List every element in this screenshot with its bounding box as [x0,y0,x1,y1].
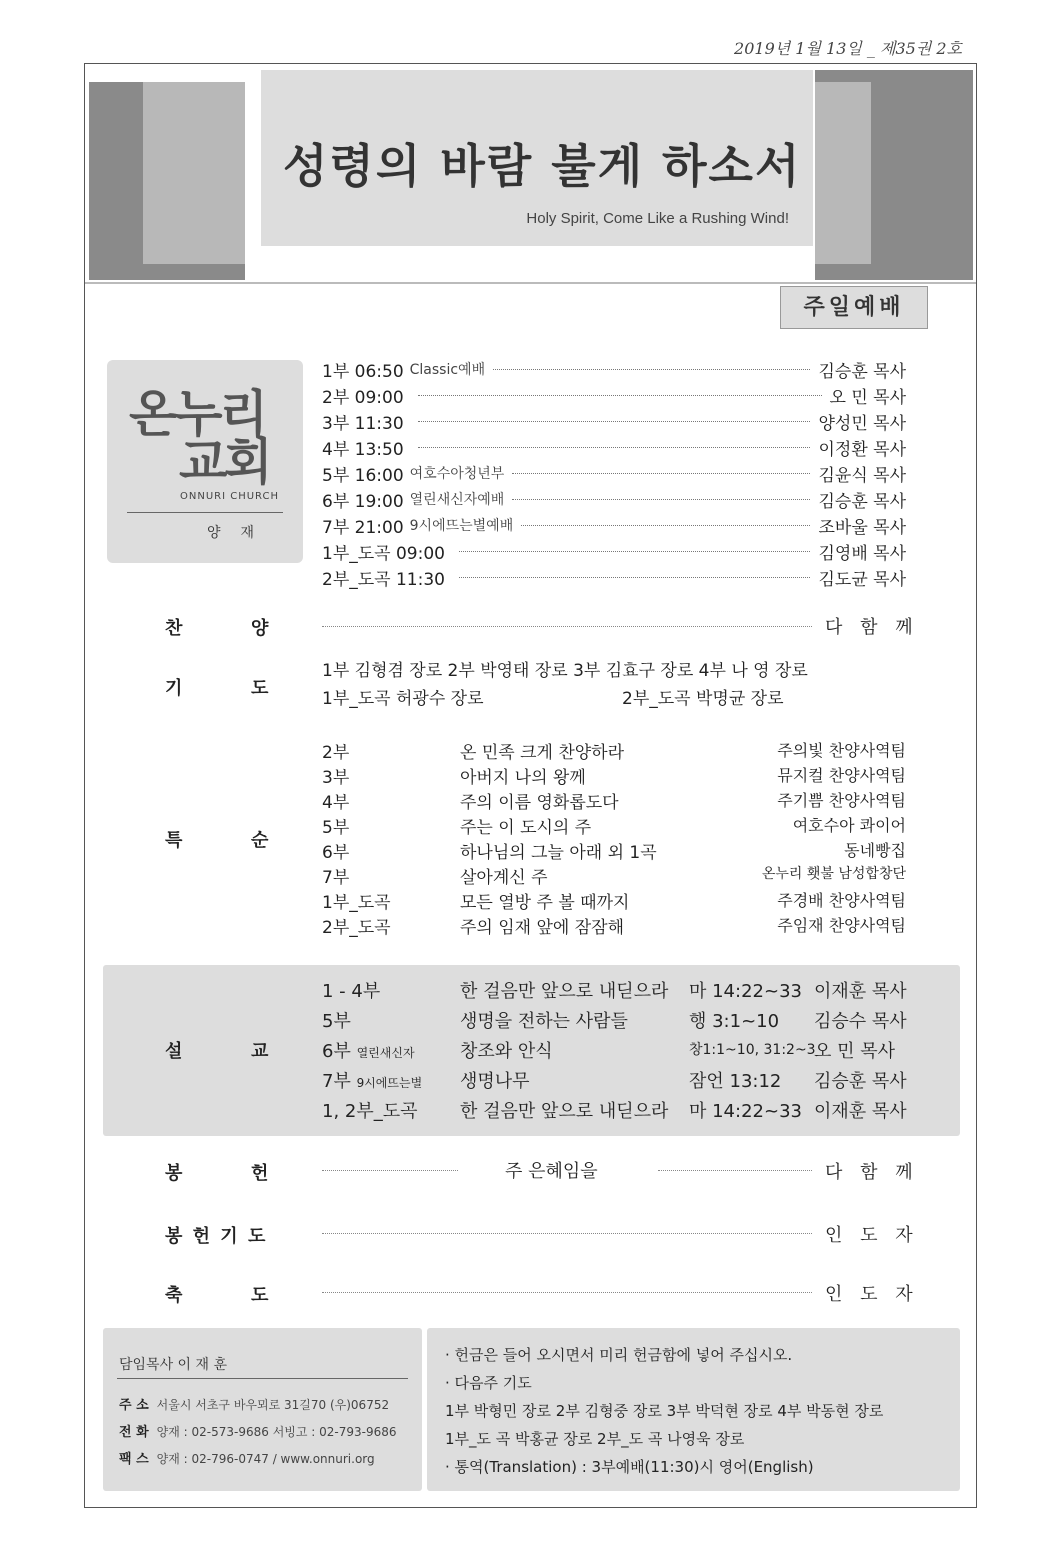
special-team: 주의빛 찬양사역팀 [777,741,906,760]
logo-divider [127,512,283,513]
special-song: 주의 이름 영화롭도다 [460,793,619,813]
section-label: 주일예배 [780,286,928,329]
logo-line1: 온누리 [129,385,265,443]
sermon-part: 1 - 4부 [322,981,381,1002]
benediction-dotted-line [322,1292,812,1293]
service-row: 6부 19:00 열린새신자예배 김승훈 목사 [322,491,906,512]
banner-block-right-light [815,82,871,264]
special-part: 7부 [322,868,350,888]
banner-title: 성령의 바람 불게 하소서 [283,139,802,193]
service-row: 3부 11:30 양성민 목사 [322,413,906,434]
service-row: 2부_도곡 11:30 김도균 목사 [322,569,906,590]
prayer-line1: 1부 김형겸 장로 2부 박영태 장로 3부 김효구 장로 4부 나 영 장로 [322,661,808,681]
sermon-title: 한 걸음만 앞으로 내딛으라 [460,1101,669,1122]
notice-line: · 헌금은 들어 오시면서 미리 헌금함에 넣어 주십시오. [445,1346,793,1364]
sermon-title: 생명을 전하는 사람들 [460,1011,628,1032]
special-song: 살아계신 주 [460,868,548,888]
sermon-scripture: 행 3:1~10 [689,1011,780,1032]
special-team: 주기쁨 찬양사역팀 [777,791,906,810]
notice-line: 1부 박형민 장로 2부 김형중 장로 3부 박덕현 장로 4부 박동현 장로 [445,1402,884,1420]
offering-prayer-heading: 봉 헌 기 도 [165,1226,268,1247]
special-part: 1부_도곡 [322,893,391,913]
bulletin-frame: 성령의 바람 불게 하소서 Holy Spirit, Come Like a Rushing Wind! 주일예배 온누리 교회 ONNURI CHURCH 양재 1부 06:50 Classic예배 김승훈 목사 2부 09:00 오 민 목사 3부 11:30 양성민 목사 4부 13:50 이정환 목사 5부 16:00 여호수아청년부 김윤식 목사 6부 19:00 열린새신자예배 김승훈 목사 7부 21:00 9시에뜨는별예배 조바울 목사 1부_도곡 09:00 김영배 목사 2부_도곡 11:30 김도균 목사 찬 양 다 함 께 기 도 1부 김형겸 장로 2부 박영태 장로 3부 김효구 장로 4부 나 영 장로 1부_도곡 허광수 장로 2부_도곡 박명균 장로 특 순 2부 온 민족 크게 찬양하라 주의빛 찬양사역팀 3부 아버지 나의 왕께 뮤지컬 찬양사역팀 4부 주의 이름 영화롭도다 주기쁨 찬양사역팀 5부 주는 이 도시의 주 여호수아 콰이어 6부 하나님의 그늘 아래 외 1곡 동네빵집 7부 살아계신 주 온누리 횃불 남성합창단 1부_도곡 모든 열방 주 볼 때까지 주경배 찬양사역팀 2부_도곡 주의 임재 앞에 잠잠해 주임재 찬양사역팀 설 교 1 - 4부 한 걸음만 앞으로 내딛으라 마 14:22~33 이재훈 목사 5부 생명을 전하는 사람들 행 3:1~10 김승수 목사 6부 열린새신자 창조와 안식 창1:1~10, 31:2~3 오 민 목사 7부 9시에뜨는별 생명나무 잠언 13:12 김승훈 목사 1, 2부_도곡 한 걸음만 앞으로 내딛으라 마 14:22~33 이재훈 목사 봉 헌 주 은혜임을 다 함 께 봉 헌 기 도 인 도 자 축 도 인 도 자 담임목사 이 재 훈 주 소 서울시 서초구 바우뫼로 31길70 (우)06752 전 화 양재 : 02-573-9686 서빙고 : 02-793-9686 팩 스 양재 : 02-796-0747 / www.onnuri.org · 헌금은 들어 오시면서 미리 헌금함에 넣어 주십시오. · 다음주 기도 1부 박형민 장로 2부 김형중 장로 3부 박덕현 장로 4부 박동현 장로 1부_도 곡 박홍균 장로 2부_도 곡 나영욱 장로 · 통역(Translation) : 3부예배(11:30)시 영어(English) [84,63,977,1508]
service-row: 2부 09:00 오 민 목사 [322,387,906,408]
senior-pastor: 담임목사 이 재 훈 [119,1357,228,1373]
sermon-panel: 설 교 1 - 4부 한 걸음만 앞으로 내딛으라 마 14:22~33 이재훈 목사 5부 생명을 전하는 사람들 행 3:1~10 김승수 목사 6부 열린새신자 창조와 안식 창1:1~10, 31:2~3 오 민 목사 7부 9시에뜨는별 생명나무 잠언 13:12 김승훈 목사 1, 2부_도곡 한 걸음만 앞으로 내딛으라 마 14:22~33 이재훈 목사 [103,965,960,1136]
notice-line: · 다음주 기도 [445,1374,532,1392]
sermon-preacher: 김승훈 목사 [814,1071,907,1092]
sermon-part: 7부 9시에뜨는별 [322,1071,423,1092]
notice-line: 1부_도 곡 박홍균 장로 2부_도 곡 나영욱 장로 [445,1430,745,1448]
address: 주 소 서울시 서초구 바우뫼로 31길70 (우)06752 [119,1398,390,1413]
banner [85,64,976,284]
sermon-title: 한 걸음만 앞으로 내딛으라 [460,981,669,1002]
logo-english: ONNURI CHURCH [179,491,279,502]
service-row: 1부 06:50 Classic예배 김승훈 목사 [322,361,906,382]
service-row: 5부 16:00 여호수아청년부 김윤식 목사 [322,465,906,486]
contact-divider [117,1378,408,1379]
offering-prayer-leader: 인 도 자 [825,1225,919,1246]
notice-line: · 통역(Translation) : 3부예배(11:30)시 영어(English) [445,1458,814,1476]
prayer-line2-a: 1부_도곡 허광수 장로 [322,689,484,709]
sermon-scripture: 마 14:22~33 [689,1101,802,1122]
benediction-leader: 인 도 자 [825,1284,919,1305]
special-team: 여호수아 콰이어 [792,816,906,835]
service-row: 7부 21:00 9시에뜨는별예배 조바울 목사 [322,517,906,538]
special-part: 6부 [322,843,350,863]
issue-date: 2019년 1월 13일 _ 제35권 2호 [734,39,962,58]
sermon-part: 5부 [322,1011,351,1032]
special-team: 동네빵집 [844,841,906,860]
offering-prayer-dotted-line [322,1233,812,1234]
logo-korean [129,385,270,491]
sermon-title: 창조와 안식 [460,1041,553,1062]
sermon-title: 생명나무 [460,1071,530,1092]
notices-panel [427,1328,960,1491]
special-song: 하나님의 그늘 아래 외 1곡 [460,843,657,863]
sermon-preacher: 오 민 목사 [814,1041,895,1062]
offering-dotted-line-left [322,1170,458,1171]
prayer-line2-b: 2부_도곡 박명균 장로 [622,689,784,709]
sermon-preacher: 이재훈 목사 [814,981,907,1002]
sermon-scripture: 창1:1~10, 31:2~3 [689,1042,816,1058]
special-team: 주경배 찬양사역팀 [777,891,906,910]
special-part: 4부 [322,793,350,813]
special-song: 주는 이 도시의 주 [460,818,592,838]
banner-block-left-light [143,82,245,264]
service-row: 1부_도곡 09:00 김영배 목사 [322,543,906,564]
special-team: 주임재 찬양사역팀 [777,916,906,935]
banner-title-box [261,70,813,246]
church-logo [107,360,303,563]
fax-website: 팩 스 양재 : 02-796-0747 / www.onnuri.org [119,1452,375,1467]
special-part: 3부 [322,768,350,788]
offering-leader: 다 함 께 [825,1162,919,1183]
offering-song: 주 은혜임을 [505,1161,598,1182]
sermon-part: 1, 2부_도곡 [322,1101,418,1122]
sermon-part: 6부 열린새신자 [322,1041,415,1062]
special-team: 뮤지컬 찬양사역팀 [777,766,906,785]
banner-subtitle: Holy Spirit, Come Like a Rushing Wind! [526,210,789,227]
service-row: 4부 13:50 이정환 목사 [322,439,906,460]
sermon-preacher: 김승수 목사 [814,1011,907,1032]
phone: 전 화 양재 : 02-573-9686 서빙고 : 02-793-9686 [119,1425,397,1440]
sermon-scripture: 잠언 13:12 [689,1071,782,1092]
special-song: 주의 임재 앞에 잠잠해 [460,918,625,938]
special-part: 5부 [322,818,350,838]
special-song: 온 민족 크게 찬양하라 [460,743,625,763]
special-part: 2부 [322,743,350,763]
logo-line2: 교회 [179,433,270,491]
special-song: 모든 열방 주 볼 때까지 [460,893,630,913]
contact-panel [103,1328,422,1491]
logo-location: 양재 [207,525,275,541]
special-song: 아버지 나의 왕께 [460,768,586,788]
praise-leader: 다 함 께 [825,617,919,638]
sermon-preacher: 이재훈 목사 [814,1101,907,1122]
praise-dotted-line [322,626,812,627]
offering-dotted-line-right [658,1170,812,1171]
special-part: 2부_도곡 [322,918,391,938]
special-team: 온누리 횃불 남성합창단 [761,866,906,882]
sermon-scripture: 마 14:22~33 [689,981,802,1002]
